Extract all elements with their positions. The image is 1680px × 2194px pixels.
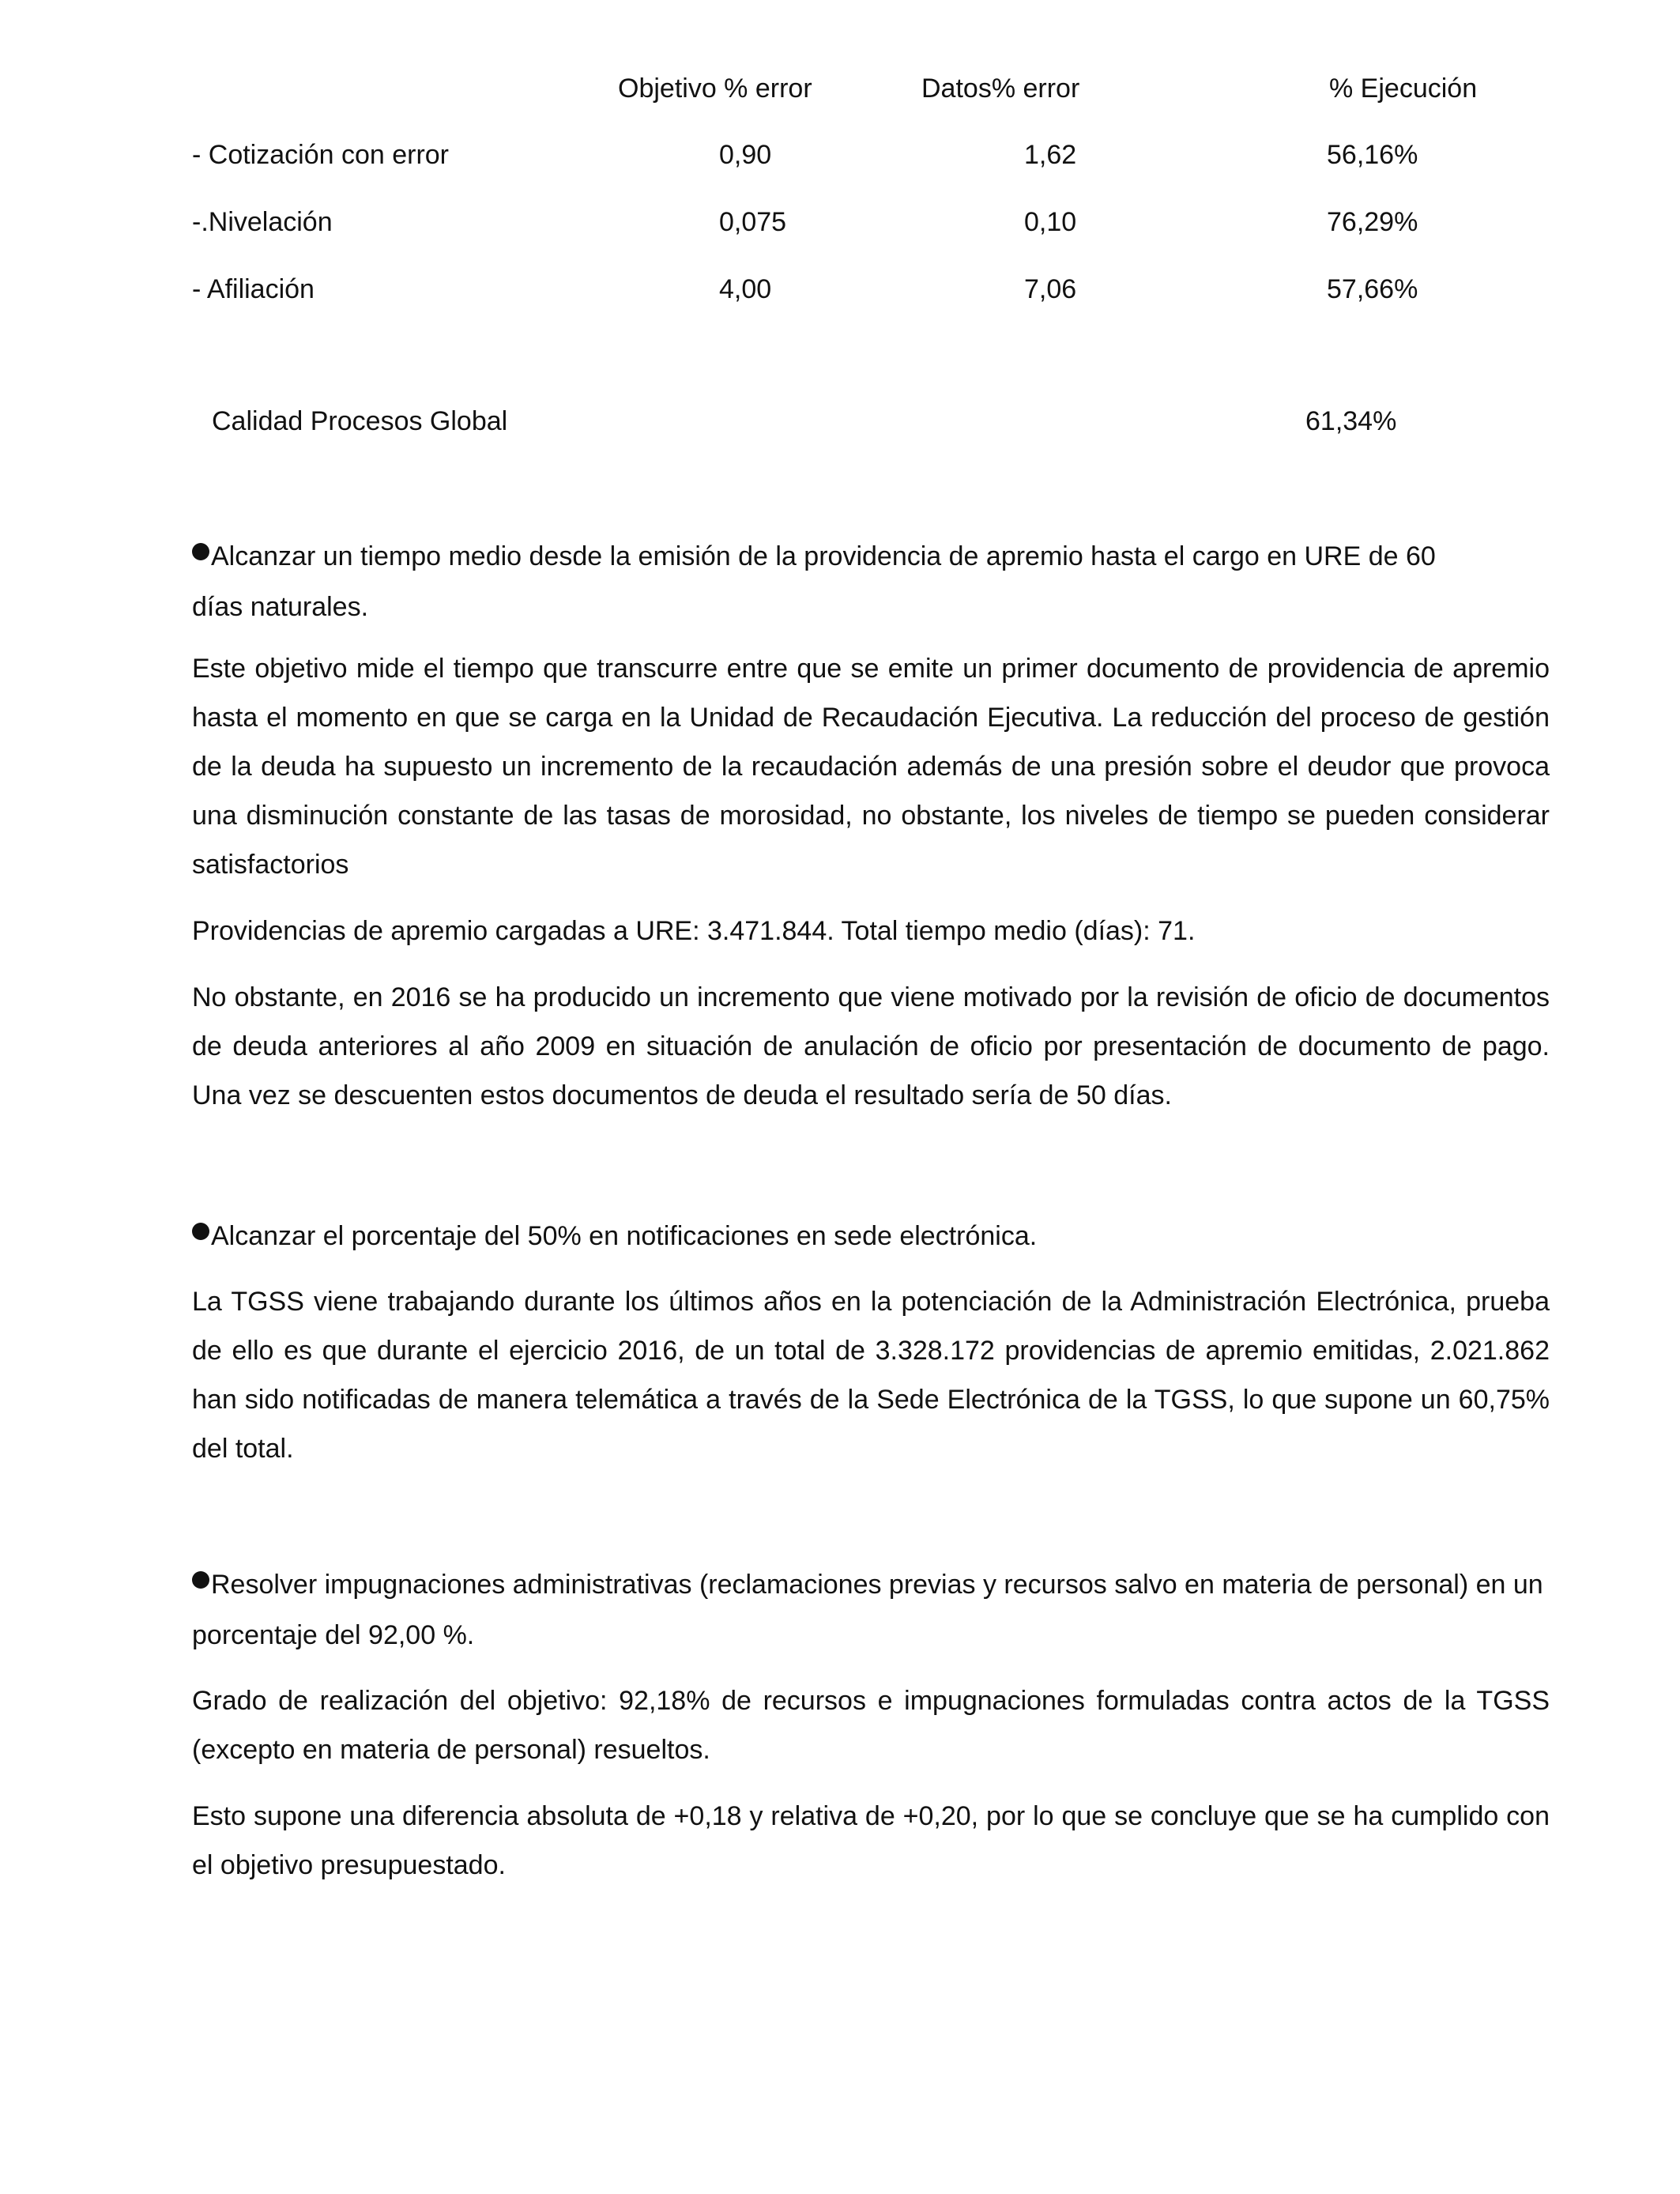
- bullet-icon: [192, 1223, 209, 1240]
- section-heading-text: Resolver impugnaciones administrativas (reclamaciones previas y recursos salvo en materia de personal) en un porcentaje del 92,00 %.: [192, 1570, 1543, 1650]
- global-quality-value: 61,34%: [1305, 406, 1397, 436]
- section-heading-text: Alcanzar un tiempo medio desde la emisión de la providencia de apremio hasta el cargo en URE de 60 días naturales.: [192, 541, 1436, 622]
- section-heading: [192, 1211, 1550, 1261]
- row-execution: 56,16%: [1327, 140, 1418, 170]
- bullet-icon: [192, 543, 209, 560]
- section-heading: [192, 1559, 1550, 1661]
- header-data: Datos% error: [921, 74, 1080, 104]
- row-label: - Cotización con error: [192, 140, 450, 170]
- global-quality-label: Calidad Procesos Global: [212, 406, 508, 436]
- section-tiempo-medio: [192, 531, 1550, 1120]
- section-notificaciones: [192, 1211, 1550, 1473]
- bullet-icon: [192, 1571, 209, 1589]
- row-data: 0,10: [1024, 207, 1077, 237]
- row-objective: 0,075: [719, 207, 787, 237]
- section-heading: [192, 531, 1488, 632]
- row-objective: 0,90: [719, 140, 772, 170]
- section-heading-text: Alcanzar el porcentaje del 50% en notificaciones en sede electrónica.: [211, 1221, 1038, 1251]
- row-data: 7,06: [1024, 274, 1077, 304]
- row-label: -.Nivelación: [192, 207, 333, 237]
- row-data: 1,62: [1024, 140, 1077, 170]
- row-execution: 76,29%: [1327, 207, 1418, 237]
- header-objective: Objetivo % error: [618, 74, 812, 104]
- paragraph: No obstante, en 2016 se ha producido un incremento que viene motivado por la revisión de oficio de documentos de deuda anteriores al año 2009 en situación de anulación de oficio por presentación de documento de pago. Una vez se descuenten estos documentos de deuda el resultado sería de 50 días.: [192, 982, 1550, 1110]
- paragraph: La TGSS viene trabajando durante los últimos años en la potenciación de la Administración Electrónica, prueba de ello es que durante el ejercicio 2016, de un total de 3.328.172 providencias de apremio emitidas, 2.021.862 han sido notificadas de manera telemática a través de la Sede Electrónica de la TGSS, lo que supone un 60,75% del total.: [192, 1287, 1550, 1464]
- header-execution: % Ejecución: [1329, 74, 1478, 104]
- paragraph: Este objetivo mide el tiempo que transcurre entre que se emite un primer documento de providencia de apremio hasta el momento en que se carga en la Unidad de Recaudación Ejecutiva. La reducción del proceso de gestión de la deuda ha supuesto un incremento de la recaudación además de una presión sobre el deudor que provoca una disminución constante de las tasas de morosidad, no obstante, los niveles de tiempo se pueden considerar satisfactorios: [192, 654, 1550, 880]
- paragraph: Esto supone una diferencia absoluta de +0,18 y relativa de +0,20, por lo que se concluye que se ha cumplido con el objetivo presupuestado.: [192, 1801, 1550, 1880]
- section-impugnaciones: [192, 1559, 1550, 1890]
- row-objective: 4,00: [719, 274, 772, 304]
- paragraph: Grado de realización del objetivo: 92,18% de recursos e impugnaciones formuladas contra actos de la TGSS (excepto en materia de personal) resueltos.: [192, 1686, 1550, 1765]
- row-execution: 57,66%: [1327, 274, 1418, 304]
- row-label: - Afiliación: [192, 274, 315, 304]
- paragraph: Providencias de apremio cargadas a URE: 3.471.844. Total tiempo medio (días): 71.: [192, 916, 1196, 946]
